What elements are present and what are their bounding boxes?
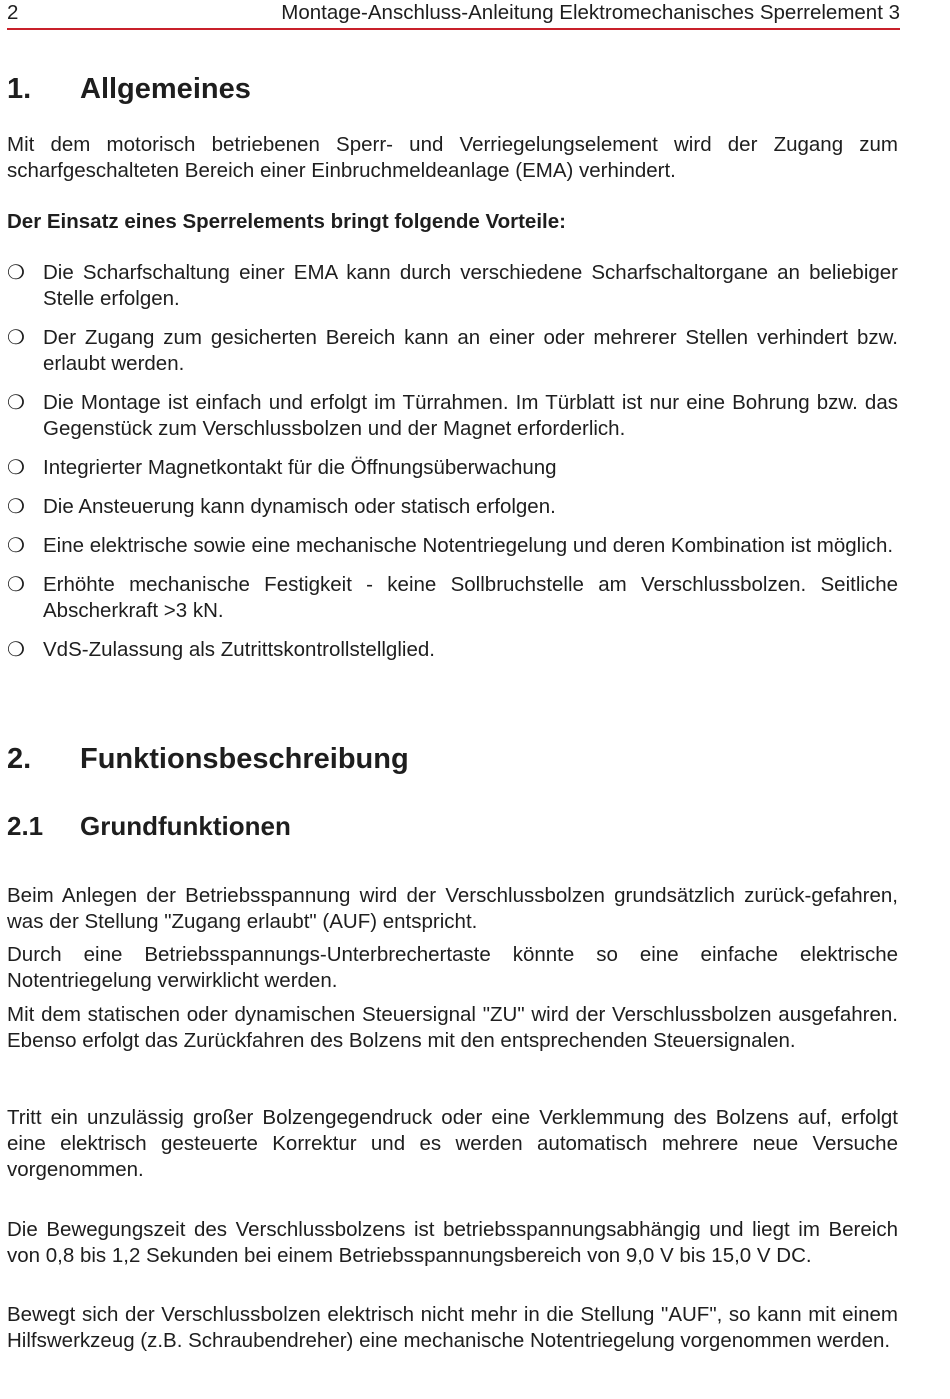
section-2-1-title: Grundfunktionen (80, 811, 291, 841)
document-title: Montage-Anschluss-Anleitung Elektromechanisches Sperrelement 3 (281, 1, 900, 24)
paragraph: Beim Anlegen der Betriebsspannung wird der Verschlussbolzen grundsätzlich zurück-gefahren, was der Stellung "Zugang erlaubt" (AUF) entspricht. (7, 884, 898, 933)
bullet-circle-icon: ❍ (7, 327, 25, 349)
section-2-1-number: 2.1 (7, 811, 44, 841)
bullet-circle-icon: ❍ (7, 457, 25, 479)
advantages-list (7, 260, 898, 676)
bullet-circle-icon: ❍ (7, 496, 25, 518)
list-item: ❍ Die Montage ist einfach und erfolgt im Türrahmen. Im Türblatt ist nur eine Bohrung bzw. das Gegenstück zum Verschlussbolzen und der Magnet erforderlich. (7, 391, 898, 440)
bullet-circle-icon: ❍ (7, 392, 25, 414)
list-item: ❍ Die Scharfschaltung einer EMA kann durch verschiedene Scharfschaltorgane an beliebiger Stelle erfolgen. (7, 261, 898, 310)
paragraph: Bewegt sich der Verschlussbolzen elektrisch nicht mehr in die Stellung "AUF", so kann mit einem Hilfswerkzeug (z.B. Schraubendreher) eine mechanische Notentriegelung vorgenommen werden. (7, 1303, 898, 1352)
bullet-circle-icon: ❍ (7, 262, 25, 284)
advantages-lead: Der Einsatz eines Sperrelements bringt folgende Vorteile: (7, 210, 566, 233)
bullet-circle-icon: ❍ (7, 535, 25, 557)
section-2-title: Funktionsbeschreibung (80, 743, 409, 775)
section-1-heading (7, 72, 251, 106)
list-item: ❍ Eine elektrische sowie eine mechanische Notentriegelung und deren Kombination ist möglich. (7, 534, 894, 557)
page-number: 2 (7, 1, 19, 24)
list-item: ❍ Erhöhte mechanische Festigkeit - keine Sollbruchstelle am Verschlussbolzen. Seitliche Abscherkraft >3 kN. (7, 573, 898, 622)
section-1-intro: Mit dem motorisch betriebenen Sperr- und Verriegelungselement wird der Zugang zum scharfgeschalteten Bereich einer Einbruchmeldeanlage (EMA) verhindert. (7, 133, 898, 182)
bullet-circle-icon: ❍ (7, 639, 25, 661)
list-item: ❍ Integrierter Magnetkontakt für die Öffnungsüberwachung (7, 456, 557, 479)
paragraph: Durch eine Betriebsspannungs-Unterbrechertaste könnte so eine einfache elektrische Notentriegelung verwirklicht werden. (7, 943, 898, 992)
bullet-circle-icon: ❍ (7, 574, 25, 596)
paragraph: Tritt ein unzulässig großer Bolzengegendruck oder eine Verklemmung des Bolzens auf, erfolgt eine elektrisch gesteuerte Korrektur und es werden automatisch mehrere neue Versuche vorgenommen. (7, 1106, 898, 1181)
list-item: ❍ Der Zugang zum gesicherten Bereich kann an einer oder mehrerer Stellen verhindert bzw. erlaubt werden. (7, 326, 898, 375)
paragraph: Mit dem statischen oder dynamischen Steuersignal "ZU" wird der Verschlussbolzen ausgefahren. Ebenso erfolgt das Zurückfahren des Bolzens mit den entsprechenden Steuersignalen. (7, 1003, 898, 1052)
list-item: ❍ VdS-Zulassung als Zutrittskontrollstellglied. (7, 638, 435, 661)
list-item: ❍ Die Ansteuerung kann dynamisch oder statisch erfolgen. (7, 495, 556, 518)
section-2-heading (7, 742, 409, 776)
section-2-1-heading (7, 810, 291, 842)
page-header (7, 0, 900, 30)
section-1-number: 1. (7, 73, 32, 105)
section-2-number: 2. (7, 743, 32, 775)
section-1-title: Allgemeines (80, 73, 251, 105)
paragraph: Die Bewegungszeit des Verschlussbolzens ist betriebsspannungsabhängig und liegt im Bereich von 0,8 bis 1,2 Sekunden bei einem Betriebsspannungsbereich von 9,0 V bis 15,0 V DC. (7, 1218, 898, 1267)
